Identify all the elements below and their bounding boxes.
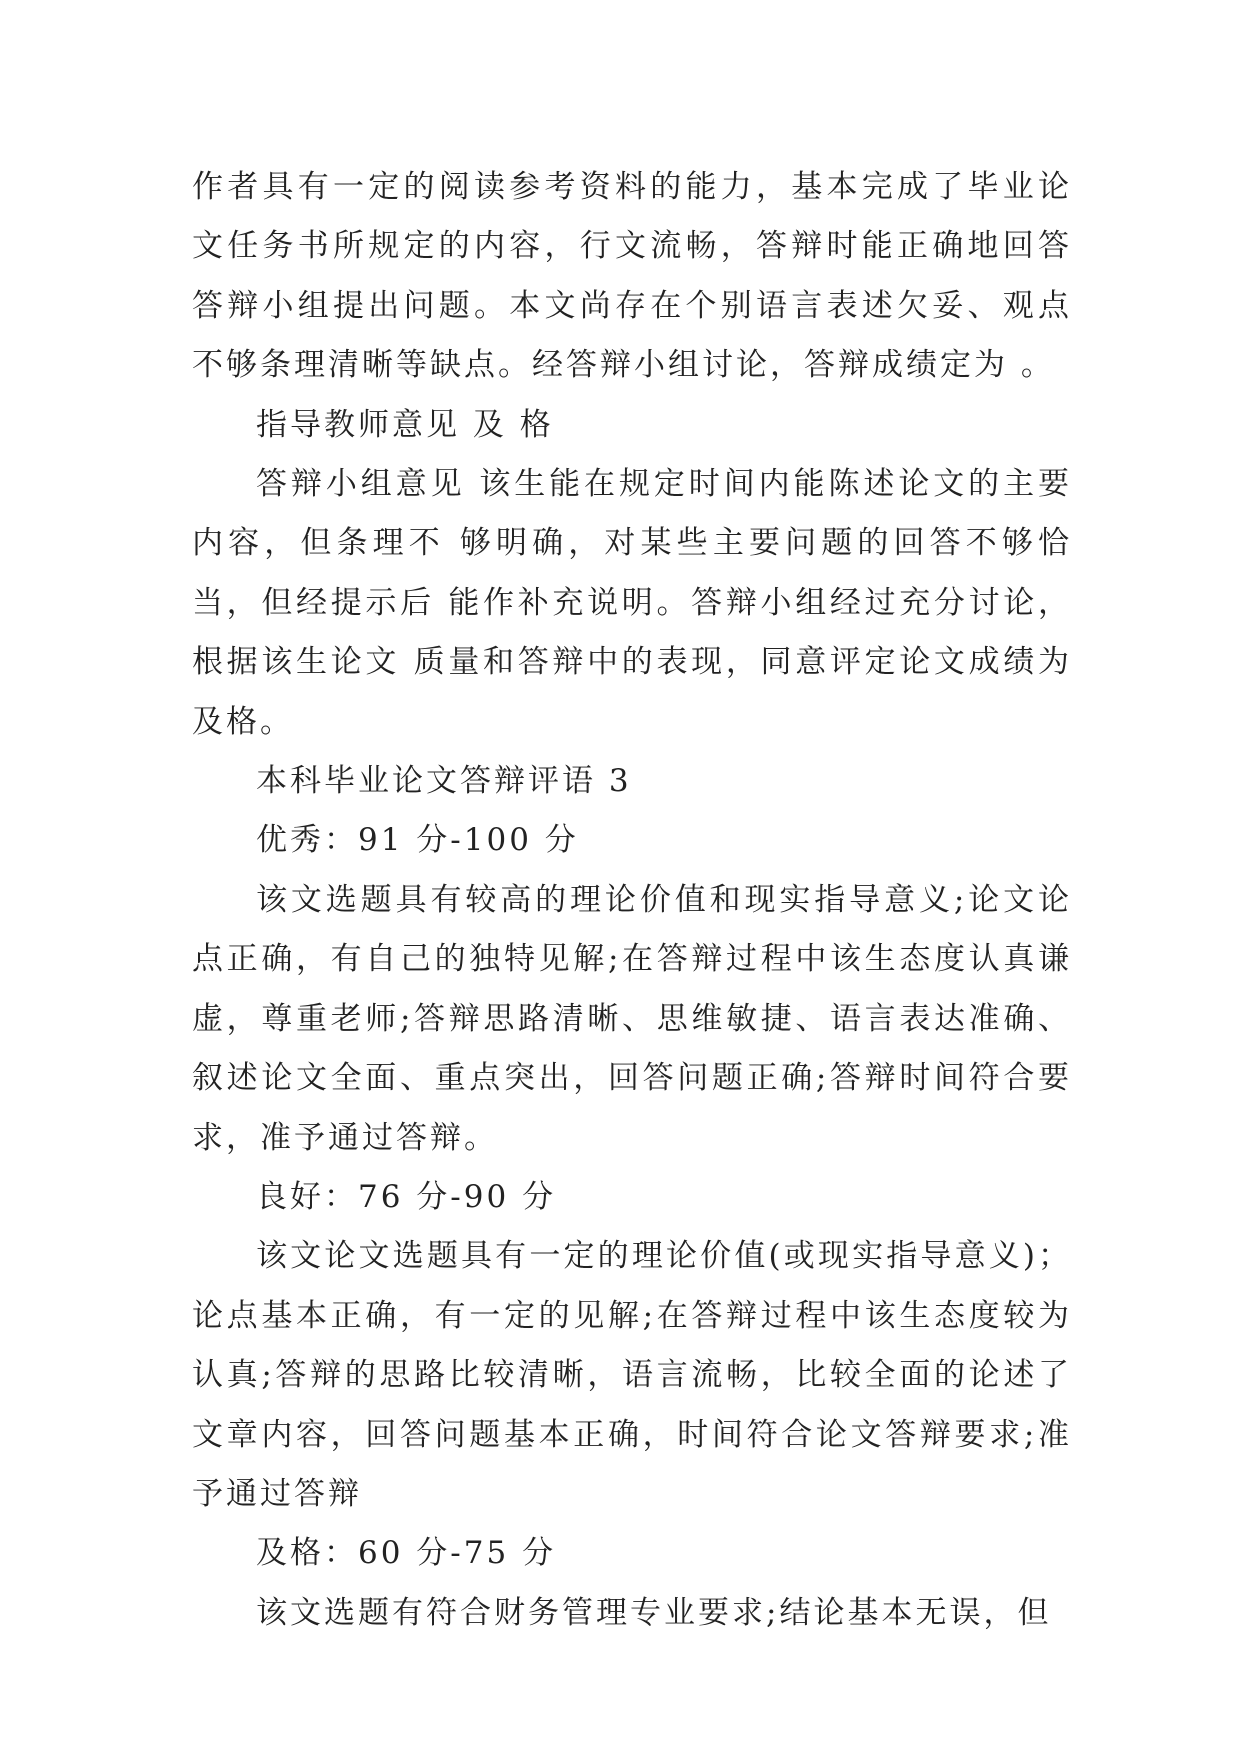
grade-heading-excellent: 优秀：91 分-100 分 bbox=[256, 822, 579, 859]
section-heading: 本科毕业论文答辩评语 3 bbox=[256, 763, 632, 800]
paragraph: 该文选题具有较高的理论价值和现实指导意义;论文论点正确，有自己的独特见解;在答辩过程中该生态度认真谦虚，尊重老师;答辩思路清晰、思维敏捷、语言表达准确、叙述论文全面、重点突出，回答问题正确;答辩时间符合要求，准予通过答辩。 bbox=[192, 881, 1072, 1156]
paragraph: 指导教师意见 及 格 bbox=[256, 406, 554, 443]
paragraph: 作者具有一定的阅读参考资料的能力，基本完成了毕业论文任务书所规定的内容，行文流畅，答辩时能正确地回答答辩小组提出问题。本文尚存在个别语言表述欠妥、观点不够条理清晰等缺点。经答辩小组讨论，答辩成绩定为 。 bbox=[192, 169, 1072, 384]
paragraph: 该文论文选题具有一定的理论价值(或现实指导意义)；论点基本正确，有一定的见解;在答辩过程中该生态度较为认真;答辩的思路比较清晰，语言流畅，比较全面的论述了文章内容，回答问题基本正确，时间符合论文答辩要求;准予通过答辩 bbox=[192, 1238, 1072, 1512]
document-body bbox=[192, 158, 1072, 1643]
grade-heading-pass: 及格：60 分-75 分 bbox=[256, 1535, 557, 1572]
paragraph: 答辩小组意见 该生能在规定时间内能陈述论文的主要内容，但条理不 够明确，对某些主要问题的回答不够恰当，但经提示后 能作补充说明。答辩小组经过充分讨论，根据该生论文 质量和答辩中的表现，同意评定论文成绩为及格。 bbox=[192, 466, 1072, 740]
paragraph: 该文选题有符合财务管理专业要求;结论基本无误，但 bbox=[256, 1594, 1052, 1631]
grade-heading-good: 良好：76 分-90 分 bbox=[256, 1178, 557, 1215]
